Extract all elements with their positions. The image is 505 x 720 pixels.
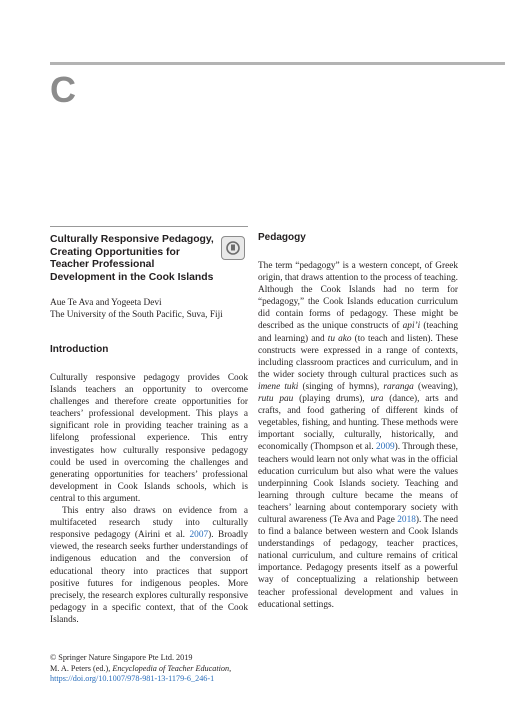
left-column xyxy=(50,226,248,626)
footer xyxy=(50,653,350,685)
text-run: (to teach and listen). These constructs were expressed in a range of contexts, including classroom practices and curriculum, and in the wider society through cultural practices such as xyxy=(258,333,458,380)
introduction-heading: Introduction xyxy=(50,344,109,355)
text-run: (weaving), xyxy=(413,381,458,392)
entry-title: Culturally Responsive Pedagogy, Creating Opportunities for Teacher Professional Development in the Cook Islands xyxy=(50,234,214,283)
section-letter: C xyxy=(50,69,76,110)
title-rule xyxy=(50,226,248,227)
italic-term: rutu pau xyxy=(258,394,294,405)
check-for-updates-icon[interactable] xyxy=(221,236,245,260)
affiliation: The University of the South Pacific, Suva, Fiji xyxy=(50,310,223,320)
pedagogy-paragraph xyxy=(258,260,458,611)
right-column xyxy=(258,232,458,611)
italic-term: ura xyxy=(370,394,384,405)
pedagogy-heading: Pedagogy xyxy=(258,232,306,243)
text-run: (teaching and learning) and xyxy=(258,321,458,344)
text-run: (dance), arts and crafts, and food gathering of different kinds of vegetables, fishing, and hunting. These methods were important socially, culturally, historically, and economically (Thompson et al. xyxy=(258,394,458,453)
author-block xyxy=(50,297,248,321)
introduction-paragraph-2 xyxy=(50,505,248,626)
italic-term: tu ako xyxy=(327,333,352,344)
text-run: (singing of hymns), xyxy=(298,381,384,392)
citation-link[interactable]: 2009 xyxy=(376,442,395,453)
italic-term: imene tuki xyxy=(258,381,299,392)
text-run: ). The need to find a balance between western and Cook Islands understandings of pedagogy, teacher practices, national curriculum, and culture remains of critical importance. Pedagogy presents itself as a powerful way of conceptualizing a relationship between teacher professional development and values in educational settings. xyxy=(258,514,458,610)
text-run: M. A. Peters (ed.), xyxy=(50,663,113,673)
authors: Aue Te Ava and Yogeeta Devi xyxy=(50,298,162,308)
book-title: Encyclopedia of Teacher Education xyxy=(112,663,230,673)
text-run: The term “pedagogy” is a western concept, of Greek origin, that draws attention to the process of teaching. Although the Cook Islands had no term for “pedagogy,” the Cook Islands education curriculum did contain forms of pedagogy. These might be described as the unique constructs of xyxy=(258,261,458,332)
doi-link[interactable]: https://doi.org/10.1007/978-981-13-1179-6_246-1 xyxy=(50,674,215,684)
entry-header xyxy=(50,234,248,284)
text-run: This entry also draws on evidence from a multifaceted research study into culturally responsive pedagogy (Airini et al. xyxy=(50,506,248,541)
citation-link[interactable]: 2018 xyxy=(397,514,416,525)
text-run: ). Broadly viewed, the research seeks further understandings of indigenous education and the conversion of educational theory into practices that support positive futures for indigenous peoples. More precisely, the research explores culturally responsive pedagogy in a specific context, that of the Cook Islands. xyxy=(50,530,248,625)
italic-term: raranga xyxy=(383,381,414,392)
check-for-updates-glyph xyxy=(226,241,240,255)
text-run: , xyxy=(229,663,232,673)
text-run: (playing drums), xyxy=(293,394,371,405)
top-rule xyxy=(50,62,505,65)
italic-term: api’i xyxy=(402,321,421,332)
citation-link[interactable]: 2007 xyxy=(189,530,209,541)
text-run: ). Through these, teachers would learn not only what was in the official education curriculum but also what were the values underpinning Cook Islands society. Teaching and learning through culture became the means of teachers’ learning about contemporary society with cultural awareness (Te Ava and Page xyxy=(258,442,458,525)
copyright: © Springer Nature Singapore Pte Ltd. 2019 xyxy=(50,653,193,662)
citation xyxy=(50,664,350,675)
introduction-paragraph-1: Culturally responsive pedagogy provides Cook Islands teachers an opportunity to overcome challenges and therefore create opportunities for teachers’ professional development. This plays a significant role in providing teacher training as a lifelong professional experience. This entry investigates how culturally responsive pedagogy could be used in overcoming the challenges and generating opportunities for teachers’ professional development in Cook Islands schools, which is central to this argument. xyxy=(50,373,248,504)
